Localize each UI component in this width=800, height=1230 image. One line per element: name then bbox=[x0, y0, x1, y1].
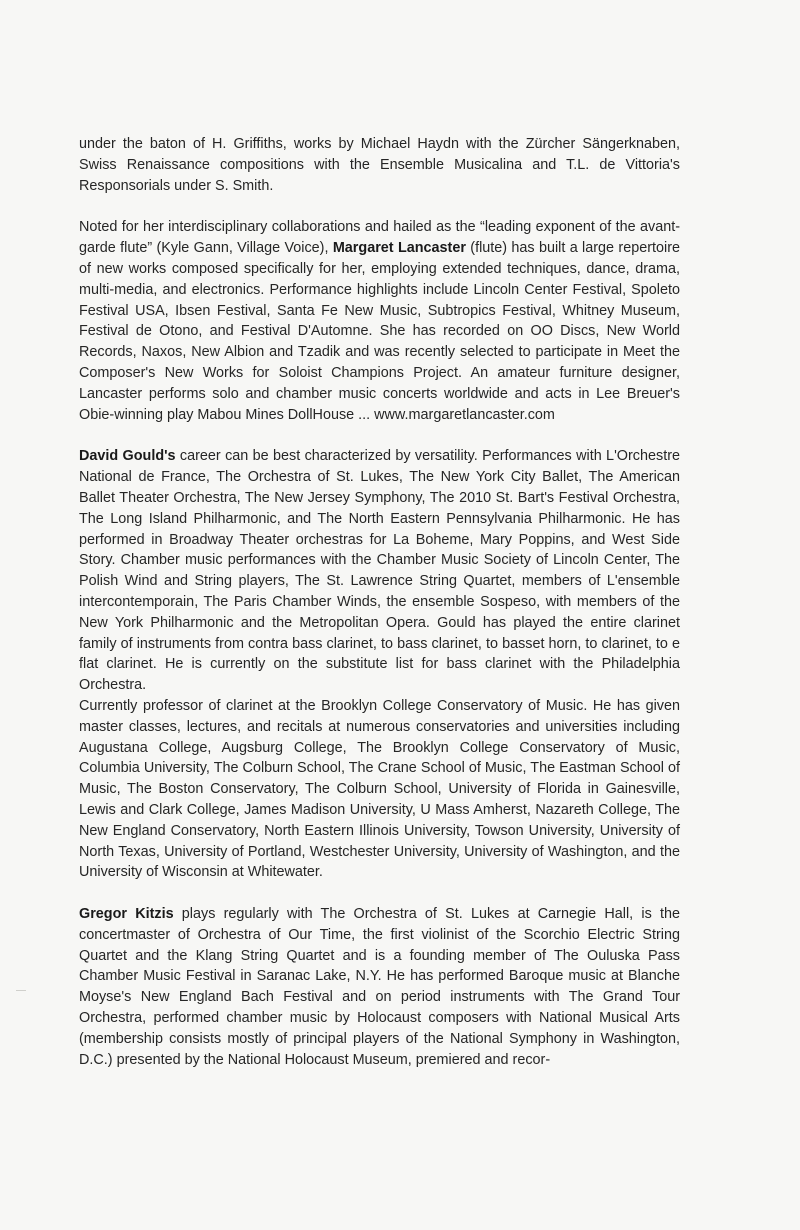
paragraph-david-gould-teaching bbox=[79, 696, 680, 883]
paragraph-text: under the baton of H. Griffiths, works by Michael Haydn with the Zürcher Sängerknaben, Swiss Renaissance compositions with the Ensemble Musicalina and T.L. de Vittoria's Responsorials under S. Smith. bbox=[79, 136, 680, 194]
paragraph-griffiths-continuation bbox=[79, 134, 680, 196]
scan-mark bbox=[16, 990, 26, 991]
performer-name: Margaret Lancaster bbox=[332, 240, 466, 257]
paragraph-text: career can be best characterized by versatility. Performances with L'Orchestre National de France, The Orchestra of St. Lukes, The New York City Ballet, The American Ballet Theater Orchestra, The New Jersey Symphony, The 2010 St. Bart's Festival Orchestra, The Long Island Philharmonic, and The North Eastern Pennsylvania Philharmonic. He has performed in Broadway Theater orchestras for La Boheme, Mary Poppins, and West Side Story. Chamber music performances with the Chamber Music Society of Lincoln Center, The Polish Wind and String players, The St. Lawrence String Quartet, members of L'ensemble intercontemporain, The Paris Chamber Winds, the ensemble Sospeso, with members of the New York Philharmonic and the Metropolitan Opera. Gould has played the entire clarinet family of instruments from contra bass clarinet, to bass clarinet, to basset horn, to clarinet, to e flat clarinet. He is currently on the substitute list for bass clarinet with the Philadelphia Orchestra. bbox=[79, 448, 680, 694]
paragraph-margaret-lancaster bbox=[79, 217, 680, 425]
paragraph-text: plays regularly with The Orchestra of St. Lukes at Carnegie Hall, is the concertmaster of Orchestra of Our Time, the first violinist of the Scorchio Electric String Quartet and the Klang String Quartet and is a founding member of The Ouluska Pass Chamber Music Festival in Saranac Lake, N.Y. He has performed Baroque music at Blanche Moyse's New England Bach Festival and on period instruments with The Grand Tour Orchestra, performed chamber music by Holocaust composers with National Musical Arts (membership consists mostly of principal players of the National Symphony in Washington, D.C.) presented by the National Holocaust Museum, premiered and recor- bbox=[79, 906, 680, 1068]
paragraph-text: Currently professor of clarinet at the Brooklyn College Conservatory of Music. He has given master classes, lectures, and recitals at numerous conservatories and universities including Augustana College, Augsburg College, The Brooklyn College Conservatory of Music, Columbia University, The Colburn School, The Crane School of Music, The Eastman School of Music, The Boston Conservatory, The Colburn School, University of Florida in Gainesville, Lewis and Clark College, James Madison University, U Mass Amherst, Nazareth College, The New England Conservatory, North Eastern Illinois University, Towson University, University of North Texas, University of Portland, Westchester University, University of Washington, and the University of Wisconsin at Whitewater. bbox=[79, 697, 680, 881]
document-page bbox=[79, 134, 680, 1091]
paragraph-text: (flute) has built a large repertoire of new works composed specifically for her, employing extended techniques, dance, drama, multi-media, and electronics. Performance highlights include Lincoln Center Festival, Spoleto Festival USA, Ibsen Festival, Santa Fe New Music, Subtropics Festival, Whitney Museum, Festival de Otono, and Festival D'Automne. She has recorded on OO Discs, New World Records, Naxos, New Albion and Tzadik and was recently selected to participate in Meet the Composer's New Works for Soloist Champions Project. An amateur furniture designer, Lancaster performs solo and chamber music concerts worldwide and acts in Lee Breuer's Obie-winning play Mabou Mines DollHouse ... www.margaretlancaster.com bbox=[79, 240, 680, 423]
paragraph-intro: Noted for her interdisciplinary collaborations and hailed as the “leading exponent of the avant-garde flute” (Kyle Gann, Village Voice), bbox=[79, 219, 680, 257]
performer-name: Gregor Kitzis bbox=[79, 906, 174, 923]
performer-name: David Gould's bbox=[79, 448, 176, 465]
paragraph-david-gould bbox=[79, 446, 680, 696]
paragraph-gregor-kitzis bbox=[79, 904, 680, 1070]
